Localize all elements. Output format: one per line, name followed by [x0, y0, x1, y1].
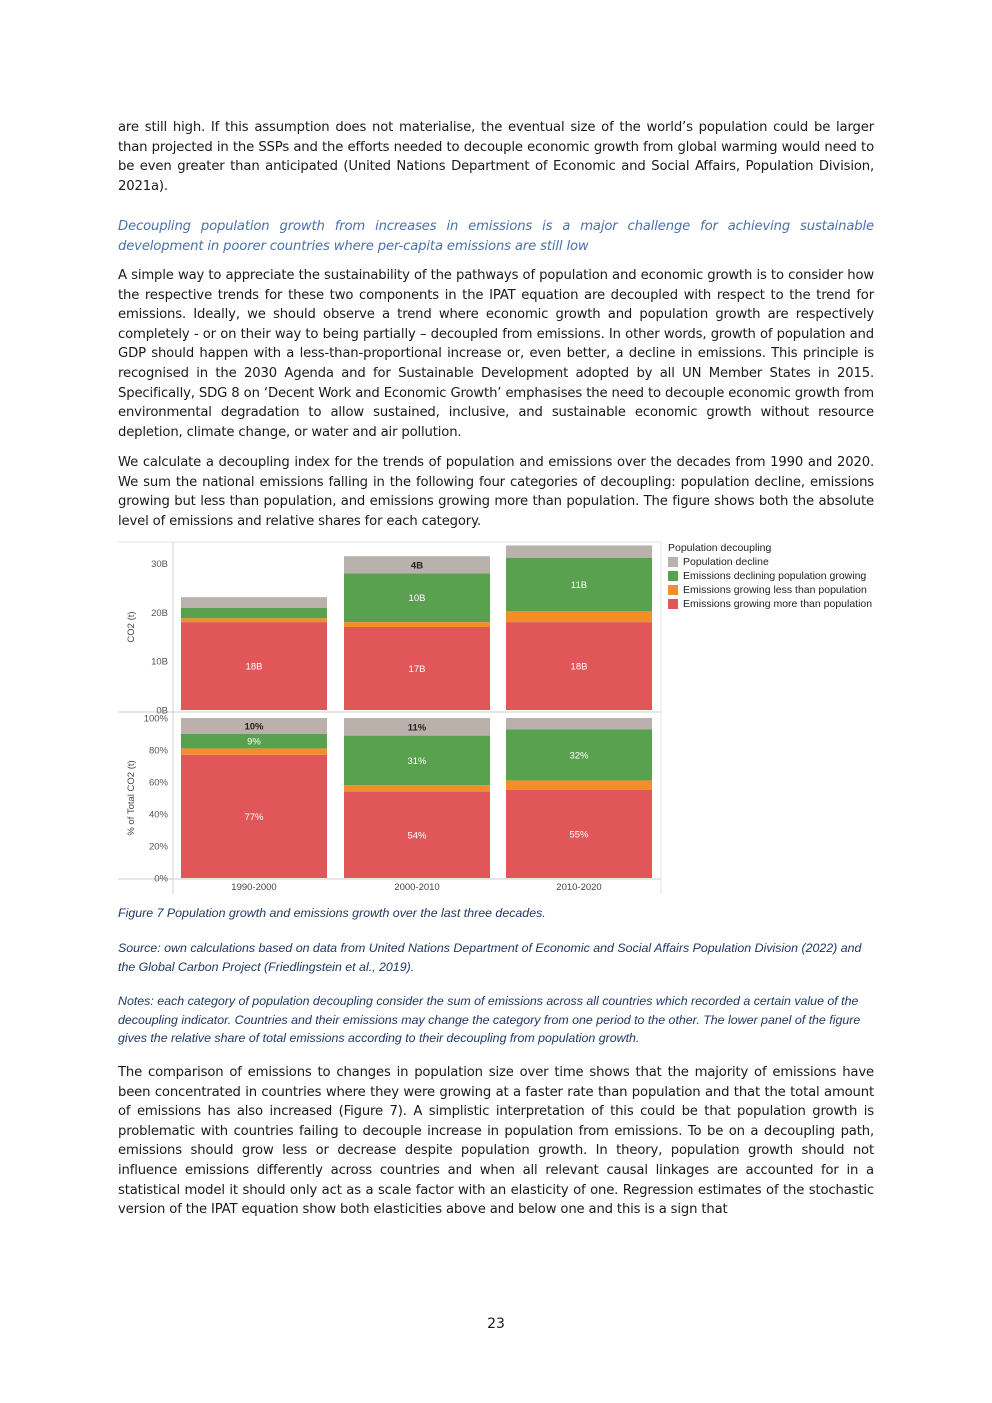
section-heading-block [118, 217, 874, 256]
chart-svg [118, 540, 663, 896]
legend-label: Emissions growing more than population [683, 598, 873, 610]
intro-paragraph-block [118, 118, 874, 196]
body-paragraph-3-block [118, 1063, 874, 1220]
chart-legend [668, 542, 872, 611]
notes-caption: Notes: each category of population decoupling consider the sum of emissions across all countries which recorded a certain value of the decoupling indicator. Countries and their emissions may change the category from one period to the other. The lower panel of the figure gives the relative share of total emissions according to their decoupling from population growth. [118, 994, 861, 1046]
legend-label: Emissions growing less than population [683, 584, 867, 596]
source-caption-block [118, 939, 874, 976]
y-tick-label: 30B [151, 559, 168, 571]
bar-segment [506, 545, 652, 557]
body-paragraph-1: A simple way to appreciate the sustainability of the pathways of population and economic growth is to consider how the respective trends for these two components in the IPAT equation are decoupled with respect to the trend for emissions. Ideally, we should observe a trend where economic growth and population growth are respectively completely - or on their way to being partially – decoupled from emissions. In other words, growth of population and GDP should happen with a less-than-proportional increase or, even better, a decline in emissions. This principle is recognised in the 2030 Agenda and for Sustainable Development adopted by all UN Member States in 2015. Specifically, SDG 8 on ‘Decent Work and Economic Growth’ emphasises the need to decouple economic growth from environmental degradation to allow sustained, inclusive, and sustainable economic growth without resource depletion, climate change, or water and air pollution. [118, 268, 874, 440]
data-label: 10B [408, 593, 426, 605]
intro-paragraph: are still high. If this assumption does not materialise, the eventual size of the world’s population could be larger than projected in the SSPs and the efforts needed to decouple economic growth from global warming would need to be even greater than anticipated (United Nations Department of Economic and Social Affairs, Population Division, 2021a). [118, 120, 874, 194]
data-label: 11B [570, 580, 588, 592]
y-tick-label: 20B [151, 607, 168, 619]
x-tick-label: 1990-2000 [231, 882, 277, 893]
data-label: 9% [247, 736, 261, 748]
y-tick-label: 80% [148, 745, 168, 757]
data-label: 32% [569, 750, 589, 762]
figure-7-chart [118, 540, 878, 896]
bar-segment [181, 748, 327, 754]
data-label: 18B [245, 661, 263, 673]
legend-item-less-than [668, 583, 872, 597]
bar-segment [344, 622, 490, 627]
data-label: 31% [407, 755, 427, 767]
x-tick-label: 2010-2020 [556, 882, 602, 893]
legend-item-more-than [668, 597, 872, 611]
legend-swatch [668, 557, 678, 567]
y-tick-label: 10B [151, 656, 168, 668]
data-label: 17B [408, 664, 426, 675]
section-heading: Decoupling population growth from increases in emissions is a major challenge for achieving sustainable development in poorer countries where per-capita emissions are still low [118, 219, 874, 254]
bar-segment [506, 718, 652, 729]
bar-segment [506, 780, 652, 790]
bar-segment [181, 608, 327, 618]
data-label: 18B [570, 661, 588, 673]
legend-title: Population decoupling [668, 542, 772, 554]
legend-item-declining [668, 569, 872, 583]
bar-segment [344, 785, 490, 791]
legend-item-population-decline [668, 555, 872, 569]
y-tick-label: 100% [143, 713, 168, 725]
y-tick-label: 0B [156, 705, 168, 717]
bar-segment [506, 611, 652, 622]
source-caption: Source: own calculations based on data from United Nations Department of Economic and Social Affairs Population Division (2022) and the Global Carbon Project (Friedlingstein et al., 2019). [118, 941, 862, 974]
legend-label: Emissions declining population growing [683, 570, 867, 582]
legend-swatch [668, 585, 678, 595]
data-label: 77% [244, 811, 264, 823]
page-number: 23 [487, 1316, 505, 1332]
y-tick-label: 60% [148, 777, 168, 789]
body-paragraph-3: The comparison of emissions to changes in population size over time shows that the majority of emissions have been concentrated in countries where they were growing at a faster rate than population and that the total amount of emissions has also increased (Figure 7). A simplistic interpretation of this could be that population growth is problematic with countries failing to decouple increase in population from emissions. To be on a decoupling path, emissions should grow less or decrease despite population growth. In theory, population growth should not influence emissions differently across countries and when all relevant causal linkages are accounted for in a statistical model it should only act as a scale factor with an elasticity of one. Regression estimates of the stochastic version of the IPAT equation show both elasticities above and below one and this is a sign that [118, 1065, 874, 1218]
data-label: 4B [410, 560, 424, 572]
y-tick-label: 0% [154, 873, 168, 885]
body-paragraph-2: We calculate a decoupling index for the trends of population and emissions over the decades from 1990 and 2020. We sum the national emissions falling in the following four categories of decoupling: population decline, emissions growing but less than population, and emissions growing more than population. The figure shows both the absolute level of emissions and relative shares for each category. [118, 455, 874, 529]
bar-segment [181, 597, 327, 608]
data-label: 11% [407, 722, 427, 734]
y-axis-label: % of Total CO2 (t) [126, 760, 137, 836]
legend-label: Population decline [683, 556, 769, 568]
data-label: 10% [244, 721, 264, 733]
body-paragraph-2-block [118, 453, 874, 531]
y-tick-label: 20% [148, 841, 168, 853]
body-paragraph-1-block [118, 266, 874, 442]
data-label: 54% [407, 830, 427, 842]
notes-caption-block [118, 992, 874, 1048]
x-tick-label: 2000-2010 [394, 882, 440, 893]
legend-swatch [668, 599, 678, 609]
bar-segment [181, 618, 327, 622]
data-label: 55% [569, 829, 589, 841]
y-axis-label: CO2 (t) [126, 611, 137, 643]
figure-caption-block [118, 904, 874, 923]
figure-caption: Figure 7 Population growth and emissions growth over the last three decades. [118, 906, 546, 920]
y-tick-label: 40% [148, 809, 168, 821]
legend-swatch [668, 571, 678, 581]
